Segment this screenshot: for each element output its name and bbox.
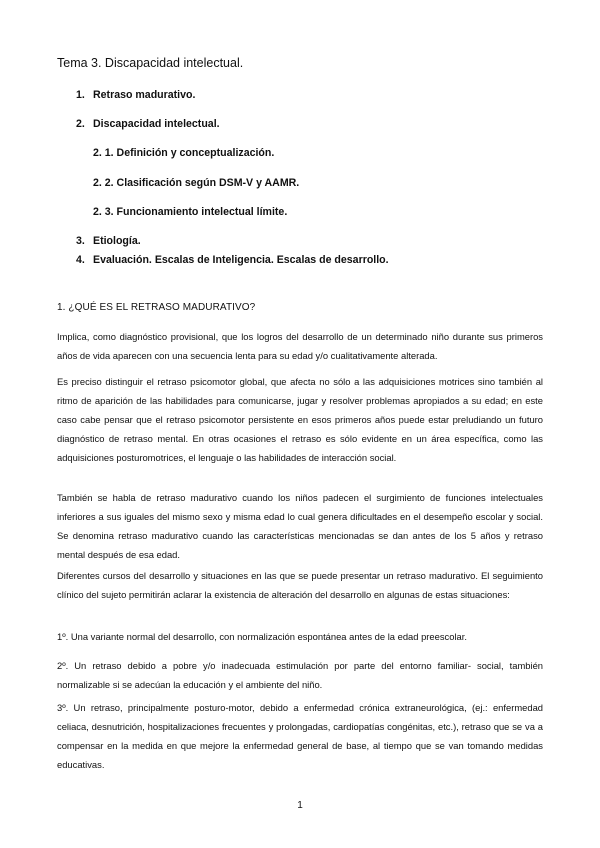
toc-subitem <box>93 147 274 159</box>
toc-item-label: Discapacidad intelectual. <box>93 118 220 130</box>
toc-item <box>76 235 141 247</box>
toc-item-number: 1. <box>76 89 85 101</box>
body-paragraph: 1º. Una variante normal del desarrollo, con normalización espontánea antes de la edad preescolar. <box>57 631 467 642</box>
body-paragraph: 2º. Un retraso debido a pobre y/o inadecuada estimulación por parte del entorno familiar- social, también normalizable si se adecúan la educación y el ambiente del niño. <box>57 660 543 690</box>
toc-item-number: 3. <box>76 235 85 247</box>
toc-subitem-label: 2. 2. Clasificación según DSM-V y AAMR. <box>93 177 300 189</box>
body-paragraph: Es preciso distinguir el retraso psicomotor global, que afecta no sólo a las adquisiciones motrices sino también al ritmo de aparición de las habilidades para comunicarse, jugar y resolver problemas apropiados a su edad; en este caso cabe pensar que el retraso psicomotor persistente en esos primeros años puede estar preludiando un futuro diagnóstico de retraso mental. En otras ocasiones el retraso es sólo evidente en un área específica, como las adquisiciones posturomotrices, el lenguaje o las habilidades de interacción social. <box>57 376 543 463</box>
body-paragraph: También se habla de retraso madurativo cuando los niños padecen el surgimiento de funciones intelectuales inferiores a sus iguales del mismo sexo y misma edad lo cual genera dificultades en el desempeño escolar y social. Se denomina retraso madurativo cuando las características mencionadas se dan antes de los 5 años y retraso mental después de esa edad. <box>57 492 543 560</box>
page-number: 1 <box>297 800 303 811</box>
body-paragraph: Implica, como diagnóstico provisional, que los logros del desarrollo de un determinado niño durante sus primeros años de vida aparecen con una secuencia lenta para su edad y/o cualitativamente alterada. <box>57 331 543 361</box>
toc-item-label: Evaluación. Escalas de Inteligencia. Escalas de desarrollo. <box>93 254 389 266</box>
body-paragraph: 3º. Un retraso, principalmente posturo-motor, debido a enfermedad crónica extraneurológica, (ej.: enfermedad celiaca, desnutrición, hospitalizaciones frecuentes y prolongadas, cardiopatías congénitas, etc.), retraso que se va a compensar en la medida en que mejore la enfermedad general de base, al tiempo que se van tomando medidas educativas. <box>57 702 543 770</box>
toc-subitem-label: 2. 3. Funcionamiento intelectual límite. <box>93 206 288 218</box>
toc-item <box>76 118 220 130</box>
toc-subitem <box>93 177 299 189</box>
body-paragraph: Diferentes cursos del desarrollo y situaciones en las que se puede presentar un retraso madurativo. El seguimiento clínico del sujeto permitirán aclarar la existencia de alteración del desarrollo en algunas de estas situaciones: <box>57 570 543 600</box>
section-heading: 1. ¿QUÉ ES EL RETRASO MADURATIVO? <box>57 302 256 313</box>
toc-item-label: Etiología. <box>93 235 141 247</box>
toc-item-label: Retraso madurativo. <box>93 89 196 101</box>
toc-item-number: 2. <box>76 118 85 130</box>
page-title: Tema 3. Discapacidad intelectual. <box>57 56 244 70</box>
toc-subitem-label: 2. 1. Definición y conceptualización. <box>93 147 275 159</box>
toc-subitem <box>93 206 287 218</box>
toc-item <box>76 254 389 266</box>
toc-item <box>76 89 195 101</box>
toc-item-number: 4. <box>76 254 85 266</box>
